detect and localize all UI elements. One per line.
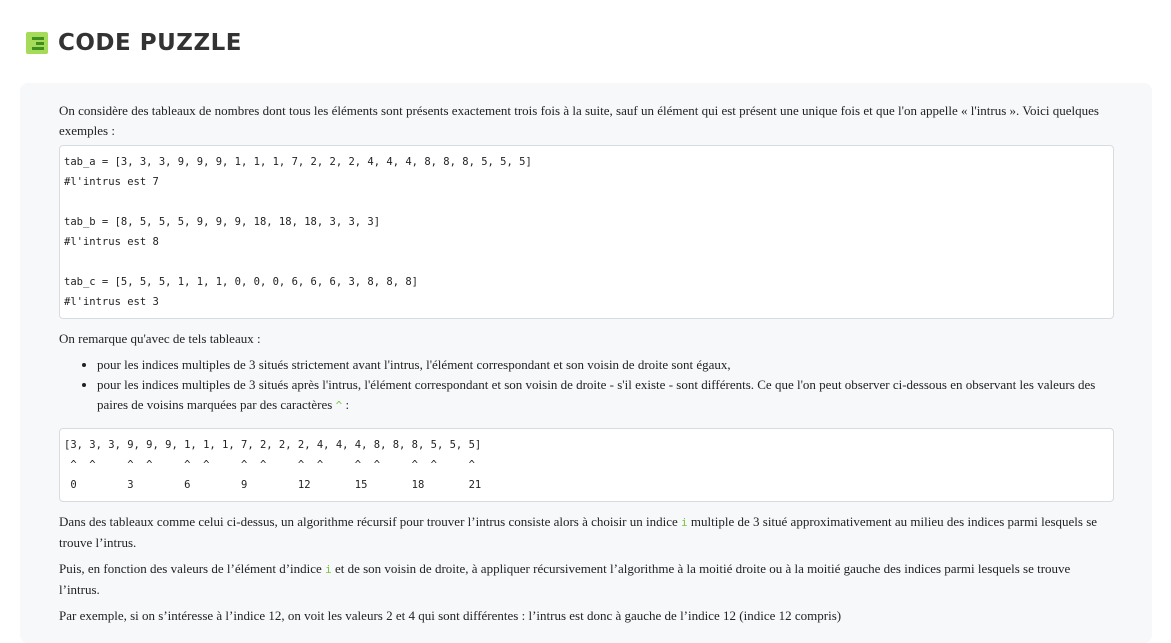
text: multiple de 3 situé approximativement au milieu des indices parmi lesquels se trouve l’intrus. <box>59 514 1098 550</box>
var-i-code: i <box>325 563 332 576</box>
text: Dans des tableaux comme celui ci-dessus, un algorithme récursif pour trouver l’intrus consiste alors à choisir un indice <box>59 514 682 529</box>
remark-text: On remarque qu'avec de tels tableaux : <box>59 331 261 346</box>
remark-list <box>59 355 1114 416</box>
list-item-text: pour les indices multiples de 3 situés après l'intrus, l'élément correspondant et son voisin de droite - s'il existe - sont différents. Ce que l'on peut observer ci-dessous en observant les valeurs des paires de voisins marquées par des caractères <box>97 377 1096 412</box>
text: et de son voisin de droite, à appliquer récursivement l’algorithme à la moitié droite ou à la moitié gauche des indices parmi lesquels se trouve l’intrus. <box>59 561 1071 597</box>
app-header <box>26 30 242 56</box>
paragraph-3: Par exemple, si on s’intéresse à l’indice 12, on voit les valeurs 2 et 4 qui sont différentes : l’intrus est donc à gauche de l’indice 12 (indice 12 compris) <box>59 608 842 623</box>
var-i-code: i <box>681 516 688 529</box>
app-title: CODE PUZZLE <box>58 30 242 56</box>
code-block-examples: tab_a = [3, 3, 3, 9, 9, 9, 1, 1, 1, 7, 2, 2, 2, 4, 4, 4, 8, 8, 8, 5, 5, 5] #l'intrus est 7 tab_b = [8, 5, 5, 5, 9, 9, 9, 18, 18, 18, 3, 3, 3] #l'intrus est 8 tab_c = [5, 5, 5, 1, 1, 1, 0, 0, 0, 6, 6, 6, 3, 8, 8, 8] #l'intrus est 3 <box>59 145 1114 319</box>
list-item <box>97 375 1114 416</box>
text: Puis, en fonction des valeurs de l’élément d’indice <box>59 561 326 576</box>
list-item-text: pour les indices multiples de 3 situés strictement avant l'intrus, l'élément correspondant et son voisin de droite sont égaux, <box>97 357 731 372</box>
intro-text: On considère des tableaux de nombres dont tous les éléments sont présents exactement trois fois à la suite, sauf un élément qui est présent une unique fois et que l'on appelle « l'intrus ». Voici quelques exemples : <box>59 103 1099 138</box>
list-item <box>97 355 1114 375</box>
list-icon <box>26 32 48 54</box>
code-block-indices: [3, 3, 3, 9, 9, 9, 1, 1, 1, 7, 2, 2, 2, 4, 4, 4, 8, 8, 8, 5, 5, 5] ^ ^ ^ ^ ^ ^ ^ ^ ^ ^ ^ ^ ^ ^ ^ 0 3 6 9 12 15 18 21 <box>59 428 1114 502</box>
colon: : <box>342 397 350 412</box>
puzzle-card <box>20 83 1152 643</box>
caret-code: ^ <box>335 399 343 412</box>
paragraph-1 <box>59 512 1114 553</box>
paragraph-2 <box>59 559 1114 600</box>
